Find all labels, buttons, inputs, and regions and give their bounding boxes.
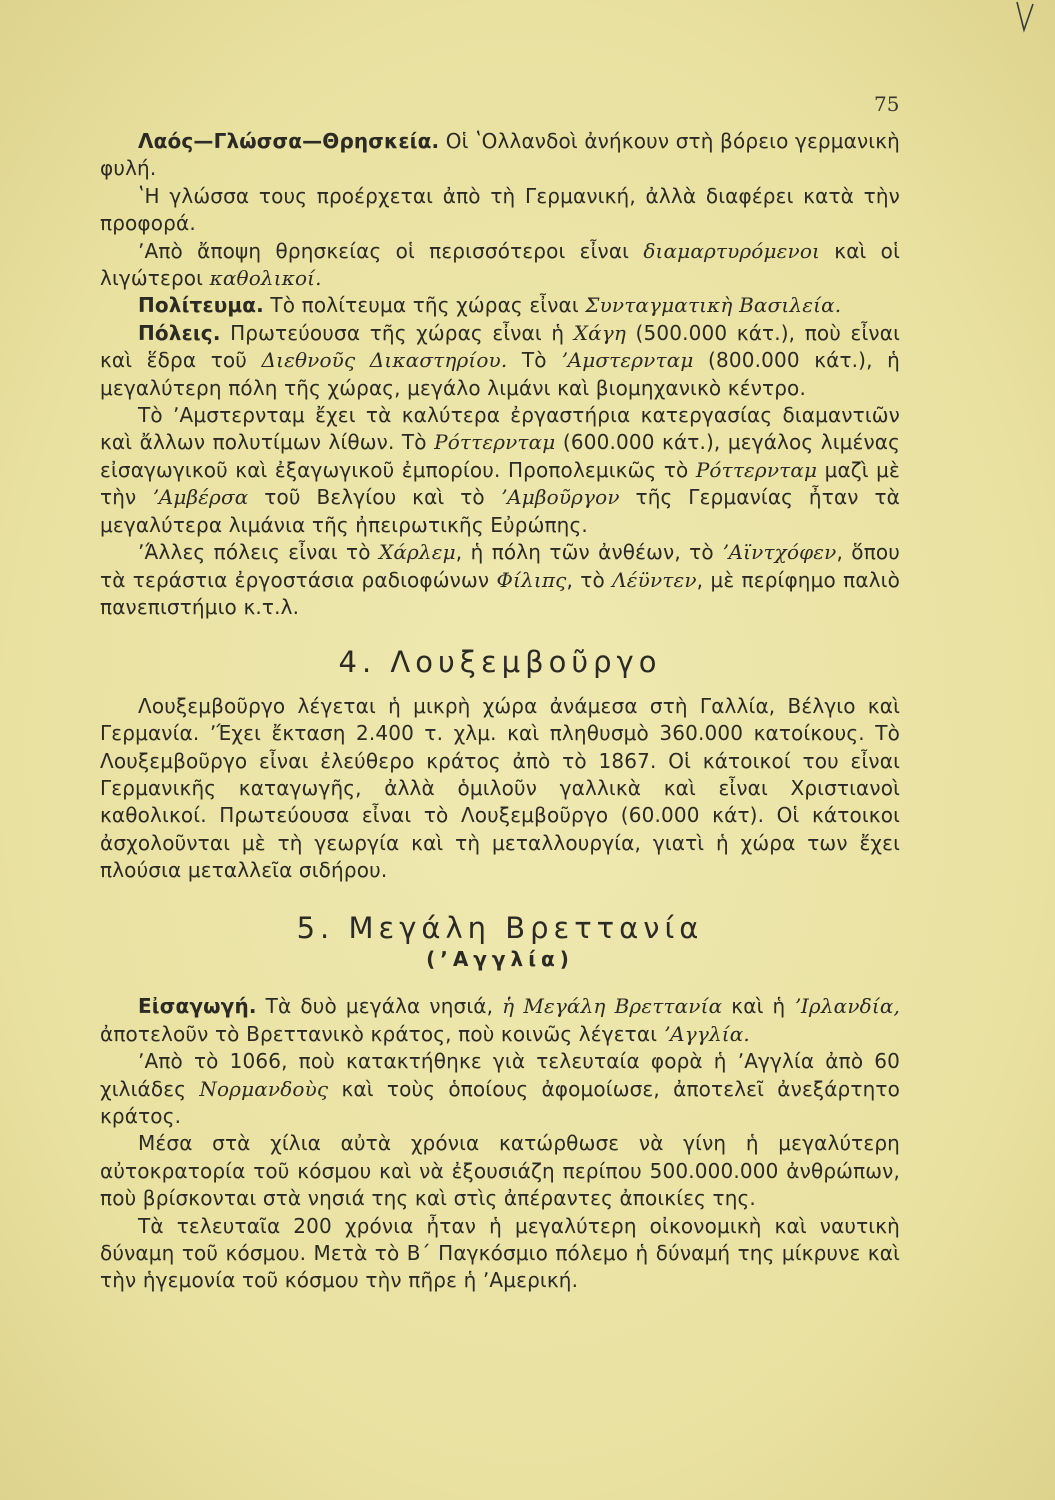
- paragraph-luxembourg: Λουξεμβοῦργο λέγεται ἡ μικρὴ χώρα ἀνάμεσα στὴ Γαλλία, Βέλγιο καὶ Γερμανία. ʼΈχει ἔκταση 2.400 τ. χλμ. καὶ πληθυσμὸ 360.000 κατοίκους. Τὸ Λουξεμβοῦργο εἶναι ἐλεύθερο κράτος ἀπὸ τὸ 1867. Οἱ κάτοικοί του εἶναι Γερμανικῆς καταγωγῆς, ἀλλὰ ὁμιλοῦν γαλλικὰ καὶ εἶναι Χριστιανοὶ καθολικοί. Πρωτεύουσα εἶναι τὸ Λουξεμβοῦργο (60.000 κάτ). Οἱ κάτοικοι ἀσχολοῦνται μὲ τὴ γεωργία καὶ τὴ μεταλλουργία, γιατὶ ἡ χώρα των ἔχει πλούσια μεταλλεῖα σιδήρου.: [100, 693, 900, 883]
- heading-great-britain: 5. Μεγάλη Βρεττανία: [296, 910, 704, 945]
- paragraph-introduction: Εἰσαγωγή. Τὰ δυὸ μεγάλα νησιά, ἡ Μεγάλη Βρεττανία καὶ ἡ ʼΙρλανδία, ἀποτελοῦν τὸ Βρεττανικὸ κράτος, ποὺ κοινῶς λέγεται ʼΑγγλία.: [100, 994, 900, 1046]
- paragraph-naval-power: Τὰ τελευταῖα 200 χρόνια ἦταν ἡ μεγαλύτερη οἰκονομικὴ καὶ ναυτικὴ δύναμη τοῦ κόσμου. Μετὰ τὸ Β΄ Παγκόσμιο πόλεμο ἡ δύναμή της μίκρυνε καὶ τὴν ἡγεμονία τοῦ κόσμου τὴν πῆρε ἡ ʼΑμερική.: [100, 1213, 900, 1293]
- paragraph-amsterdam: Τὸ ʼΑμστερνταμ ἔχει τὰ καλύτερα ἐργαστήρια κατεργασίας διαμαντιῶν καὶ ἄλλων πολυτίμων λίθων. Τὸ Ρόττερνταμ (600.000 κάτ.), μεγάλος λιμένας εἰσαγωγικοῦ καὶ ἐξαγωγικοῦ ἐμπορίου. Προπολεμικῶς τὸ Ρόττερνταμ μαζὶ μὲ τὴν ʼΑμβέρσα τοῦ Βελγίου καὶ τὸ ʼΑμβοῦργον τῆς Γερμανίας ἦταν τὰ μεγαλύτερα λιμάνια τῆς ἠπειρωτικῆς Εὐρώπης.: [100, 403, 900, 537]
- paragraph-other-cities: ʼΆλλες πόλεις εἶναι τὸ Χάρλεμ, ἡ πόλη τῶν ἀνθέων, τὸ ʼΑϊντχόφεν, ὅπου τὰ τεράστια ἐργοστάσια ραδιοφώνων Φίλιπς, τὸ Λέϋντεν, μὲ περίφημο παλιὸ πανεπιστήμιο κ.τ.λ.: [100, 540, 900, 619]
- subheading-england: (ʼΑγγλία): [426, 946, 574, 971]
- section-label-introduction: Εἰσαγωγή.: [138, 994, 257, 1019]
- paragraph-language: ʽΗ γλώσσα τους προέρχεται ἀπὸ τὴ Γερμανική, ἀλλὰ διαφέρει κατὰ τὴν προφορά.: [100, 183, 900, 236]
- paragraph-people-language-religion: Λαός—Γλώσσα—Θρησκεία. Οἱ ʽΟλλανδοὶ ἀνήκουν στὴ βόρειο γερμανικὴ φυλή.: [100, 129, 900, 181]
- section-label-polity: Πολίτευμα.: [138, 293, 264, 318]
- paragraph-polity: Πολίτευμα. Τὸ πολίτευμα τῆς χώρας εἶναι Συνταγματικὴ Βασιλεία.: [138, 293, 842, 318]
- section-label-people: Λαός—Γλώσσα—Θρησκεία.: [138, 129, 440, 153]
- heading-luxembourg: 4. Λουξεμβοῦργο: [338, 645, 662, 680]
- paragraph-1066: ʼΑπὸ τὸ 1066, ποὺ κατακτήθηκε γιὰ τελευταία φορὰ ἡ ʼΑγγλία ἀπὸ 60 χιλιάδες Νορμανδοὺς καὶ τοὺς ὁποίους ἀφομοίωσε, ἀποτελεῖ ἀνεξάρτητο κράτος.: [100, 1049, 900, 1128]
- paragraph-empire: Μέσα στὰ χίλια αὐτὰ χρόνια κατώρθωσε νὰ γίνη ἡ μεγαλύτερη αὐτοκρατορία τοῦ κόσμου καὶ νὰ ἐξουσιάζη περίπου 500.000.000 ἀνθρώπων, ποὺ βρίσκονται στὰ νησιά της καὶ στὶς ἀπέραντες ἀποικίες της.: [100, 1131, 900, 1211]
- corner-pen-mark: [1015, 0, 1035, 36]
- page-body: [100, 128, 900, 1295]
- section-label-cities: Πόλεις.: [138, 320, 221, 345]
- page-number: 75: [874, 92, 900, 116]
- paragraph-cities: Πόλεις. Πρωτεύουσα τῆς χώρας εἶναι ἡ Χάγη (500.000 κάτ.), ποὺ εἶναι καὶ ἕδρα τοῦ Διεθνοῦς Δικαστηρίου. Τὸ ʼΑμστερνταμ (800.000 κάτ.), ἡ μεγαλύτερη πόλη τῆς χώρας, μεγάλο λιμάνι καὶ βιομηχανικὸ κέντρο.: [100, 320, 901, 400]
- paragraph-religion: ʼΑπὸ ἄποψη θρησκείας οἱ περισσότεροι εἶναι διαμαρτυρόμενοι καὶ οἱ λιγώτεροι καθολικοί.: [100, 238, 900, 291]
